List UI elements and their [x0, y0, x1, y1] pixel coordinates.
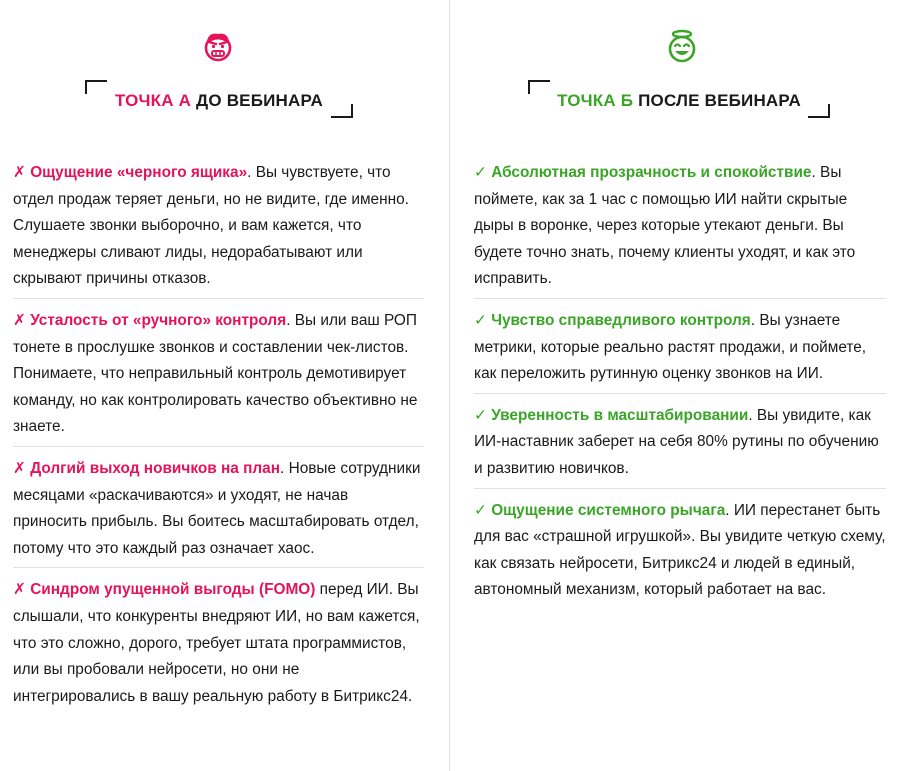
- item-title: Усталость от «ручного» контроля: [30, 311, 287, 329]
- item-title: Чувство справедливого контроля: [491, 311, 751, 329]
- item-text: . Вы поймете, как за 1 час с помощью ИИ найти скрытые дыры в воронке, через которые утекают деньги. Вы будете точно знать, почему клиенты уходят, и как это исправить.: [474, 164, 856, 288]
- list-item: [13, 160, 424, 299]
- list-item: [474, 498, 886, 609]
- item-text: . ИИ перестанет быть для вас «страшной игрушкой». Вы увидите четкую схему, как связать нейросети, Битрикс24 и людей в единый, автономный механизм, который работает на вас.: [474, 501, 886, 599]
- check-icon: ✓: [474, 164, 487, 181]
- item-title: Абсолютная прозрачность и спокойствие: [491, 164, 812, 181]
- heading-accent: ТОЧКА А: [114, 91, 192, 110]
- item-text: . Вы узнаете метрики, которые реально растят продажи, и поймете, как переложить рутинную оценку звонков на ИИ.: [474, 311, 867, 383]
- point-b-heading: [528, 91, 830, 111]
- item-text: . Вы увидите, как ИИ-наставник заберет на себя 80% рутины по обучению и развитию новичков.: [474, 406, 879, 477]
- item-text: . Новые сотрудники месяцами «раскачиваются» и уходят, не начав приносить прибыль. Вы боитесь масштабировать отдел, потому что это каждый раз означает хаос.: [13, 459, 421, 557]
- cross-icon: ✗: [13, 164, 26, 181]
- item-title: Синдром упущенной выгоды (FOMO): [30, 581, 316, 599]
- point-b-list: [474, 160, 886, 618]
- item-text: . Вы или ваш РОП тонете в прослушке звонков и составлении чек-листов. Понимаете, что неправильный контроль демотивирует команду, но как контролировать качество объективно не знаете.: [13, 311, 418, 436]
- heading-rest: ДО ВЕБИНАРА: [191, 91, 324, 110]
- point-b-heading-frame: [528, 80, 830, 118]
- item-title: Долгий выход новичков на план: [30, 459, 281, 477]
- item-title: Уверенность в масштабировании: [491, 406, 749, 424]
- point-a-heading-frame: [85, 80, 353, 118]
- heading-accent: ТОЧКА Б: [557, 91, 634, 110]
- point-a-heading: [85, 91, 353, 111]
- check-icon: ✓: [474, 406, 487, 424]
- heading-rest: ПОСЛЕ ВЕБИНАРА: [633, 91, 801, 110]
- list-item: [13, 577, 424, 715]
- item-text: . Вы чувствуете, что отдел продаж теряет деньги, но не видите, где именно. Слушаете звонки выборочно, и вам кажется, что менеджеры сливают лиды, недорабатывают или скрывают причины отказов.: [13, 164, 409, 288]
- list-item: [13, 456, 424, 568]
- column-divider: [449, 0, 450, 771]
- list-item: [474, 403, 886, 489]
- check-icon: ✓: [474, 311, 487, 329]
- list-item: [474, 308, 886, 394]
- angel-face-icon: [664, 28, 700, 64]
- item-title: Ощущение «черного ящика»: [30, 164, 248, 181]
- item-text: перед ИИ. Вы слышали, что конкуренты внедряют ИИ, но вам кажется, что это сложно, дорого, требует штата программистов, или вы пробовали нейросети, но они не интегрировались в вашу реальную работу в Битрикс24.: [13, 581, 420, 705]
- cross-icon: ✗: [13, 459, 26, 477]
- list-item: [474, 160, 886, 299]
- angry-face-icon: [200, 28, 236, 64]
- list-item: [13, 308, 424, 447]
- item-title: Ощущение системного рычага: [491, 501, 726, 519]
- check-icon: ✓: [474, 501, 487, 519]
- cross-icon: ✗: [13, 581, 26, 599]
- cross-icon: ✗: [13, 311, 26, 329]
- point-a-list: [13, 160, 424, 724]
